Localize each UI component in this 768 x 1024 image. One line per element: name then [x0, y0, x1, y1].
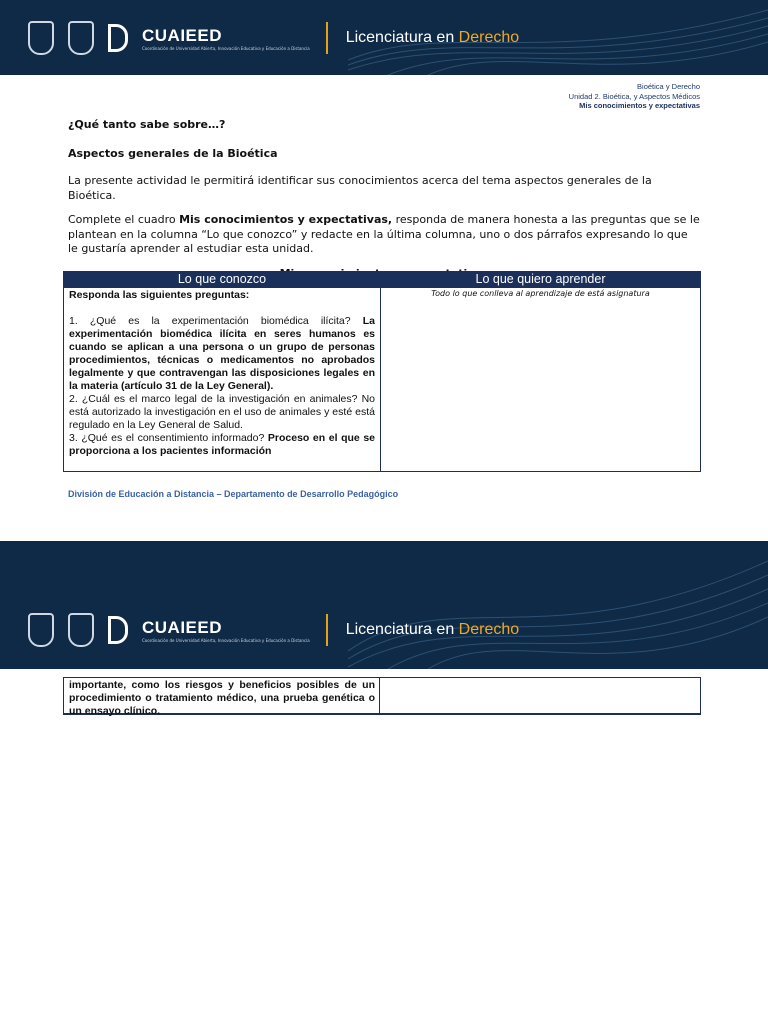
question-3 — [69, 432, 375, 458]
section-title: Aspectos generales de la Bioética — [68, 147, 278, 160]
header-lo-que-conozco: Lo que conozco — [64, 272, 381, 288]
question-2: 2. ¿Cuál es el marco legal de la investigación en animales? No está autorizado la investigación en el uso de animales y esté está regulado en la Ley General de Salud. — [69, 393, 375, 431]
faculty-shield-icon — [68, 613, 94, 647]
program-accent: Derecho — [458, 621, 520, 638]
course-name: Bioética y Derecho — [637, 82, 700, 91]
logo-row — [28, 18, 519, 58]
division-logo-icon — [108, 616, 128, 644]
question-3-text: 3. ¿Qué es el consentimiento informado? — [69, 432, 268, 444]
divider — [326, 22, 328, 54]
cuaieed-subtitle: Coordinación de Universidad Abierta, Innovación Educativa y Educación a Distancia — [142, 45, 310, 51]
cell-content — [69, 289, 375, 471]
program-title — [346, 29, 519, 47]
program-title — [346, 621, 519, 639]
intro-paragraph: La presente actividad le permitirá identificar sus conocimientos acerca del tema aspectos generales de la Bioética. — [68, 174, 652, 202]
question-1 — [69, 315, 375, 393]
program-accent: Derecho — [458, 29, 520, 46]
question-1-answer: La experimentación biomédica ilícita en seres humanos es cuando se aplican a una persona o un grupo de personas procedimientos, técnicas o medicamentos no aprobados legalmente y que contravengan las disposiciones legales en la materia (artículo 31 de la Ley General). — [69, 315, 375, 392]
table-continuation-row — [63, 677, 701, 715]
cuaieed-logo — [142, 26, 310, 51]
knowledge-table — [63, 271, 701, 472]
instructions-bold: Mis conocimientos y expectativas, — [179, 213, 393, 226]
question-title: ¿Qué tanto sabe sobre…? — [68, 118, 226, 131]
running-header — [569, 82, 700, 111]
instructions-paragraph — [68, 213, 700, 257]
instructions-text-cont: responda de manera honesta a las preguntas que se le plantean en la columna “Lo que conozco” y redacte en la última columna, uno o dos párrafos expresando lo que le gustaría aprender al estudiar esta unidad. — [68, 213, 700, 255]
instructions-text: Complete el cuadro — [68, 213, 180, 226]
unam-seal-icon — [28, 613, 54, 647]
unit-name: Unidad 2. Bioética, y Aspectos Médicos — [568, 91, 700, 101]
question-3-answer: Proceso en el que se proporciona a los pacientes información — [69, 432, 375, 457]
continuation-text: importante, como los riesgos y beneficios posibles de un procedimiento o tratamiento médico, una prueba genética o un ensayo clínico. — [64, 678, 380, 713]
cell-lo-que-quiero-aprender — [381, 288, 701, 472]
division-logo-icon — [108, 24, 128, 52]
unam-seal-icon — [28, 21, 54, 55]
logo-row-page-2 — [28, 610, 519, 650]
cuaieed-subtitle: Coordinación de Universidad Abierta, Innovación Educativa y Educación a Distancia — [142, 637, 310, 643]
program-prefix: Licenciatura en — [345, 29, 459, 46]
faculty-shield-icon — [68, 21, 94, 55]
activity-name: Mis conocimientos y expectativas — [579, 101, 700, 110]
cuaieed-brand: CUAIEED — [142, 617, 223, 637]
question-1-text: 1. ¿Qué es la experimentación biomédica ilícita? — [69, 315, 363, 327]
cuaieed-brand: CUAIEED — [142, 25, 223, 45]
program-prefix: Licenciatura en — [345, 621, 459, 638]
header-lo-que-quiero-aprender: Lo que quiero aprender — [381, 272, 701, 288]
right-text: Todo lo que conlleva al aprendizaje de está asignatura — [431, 289, 650, 298]
left-heading: Responda las siguientes preguntas: — [69, 289, 250, 301]
document-body — [68, 118, 700, 292]
cell-lo-que-conozco — [64, 288, 381, 472]
page-footer: División de Educación a Distancia – Departamento de Desarrollo Pedagógico — [68, 489, 399, 499]
cuaieed-logo — [142, 618, 310, 643]
divider — [326, 614, 328, 646]
